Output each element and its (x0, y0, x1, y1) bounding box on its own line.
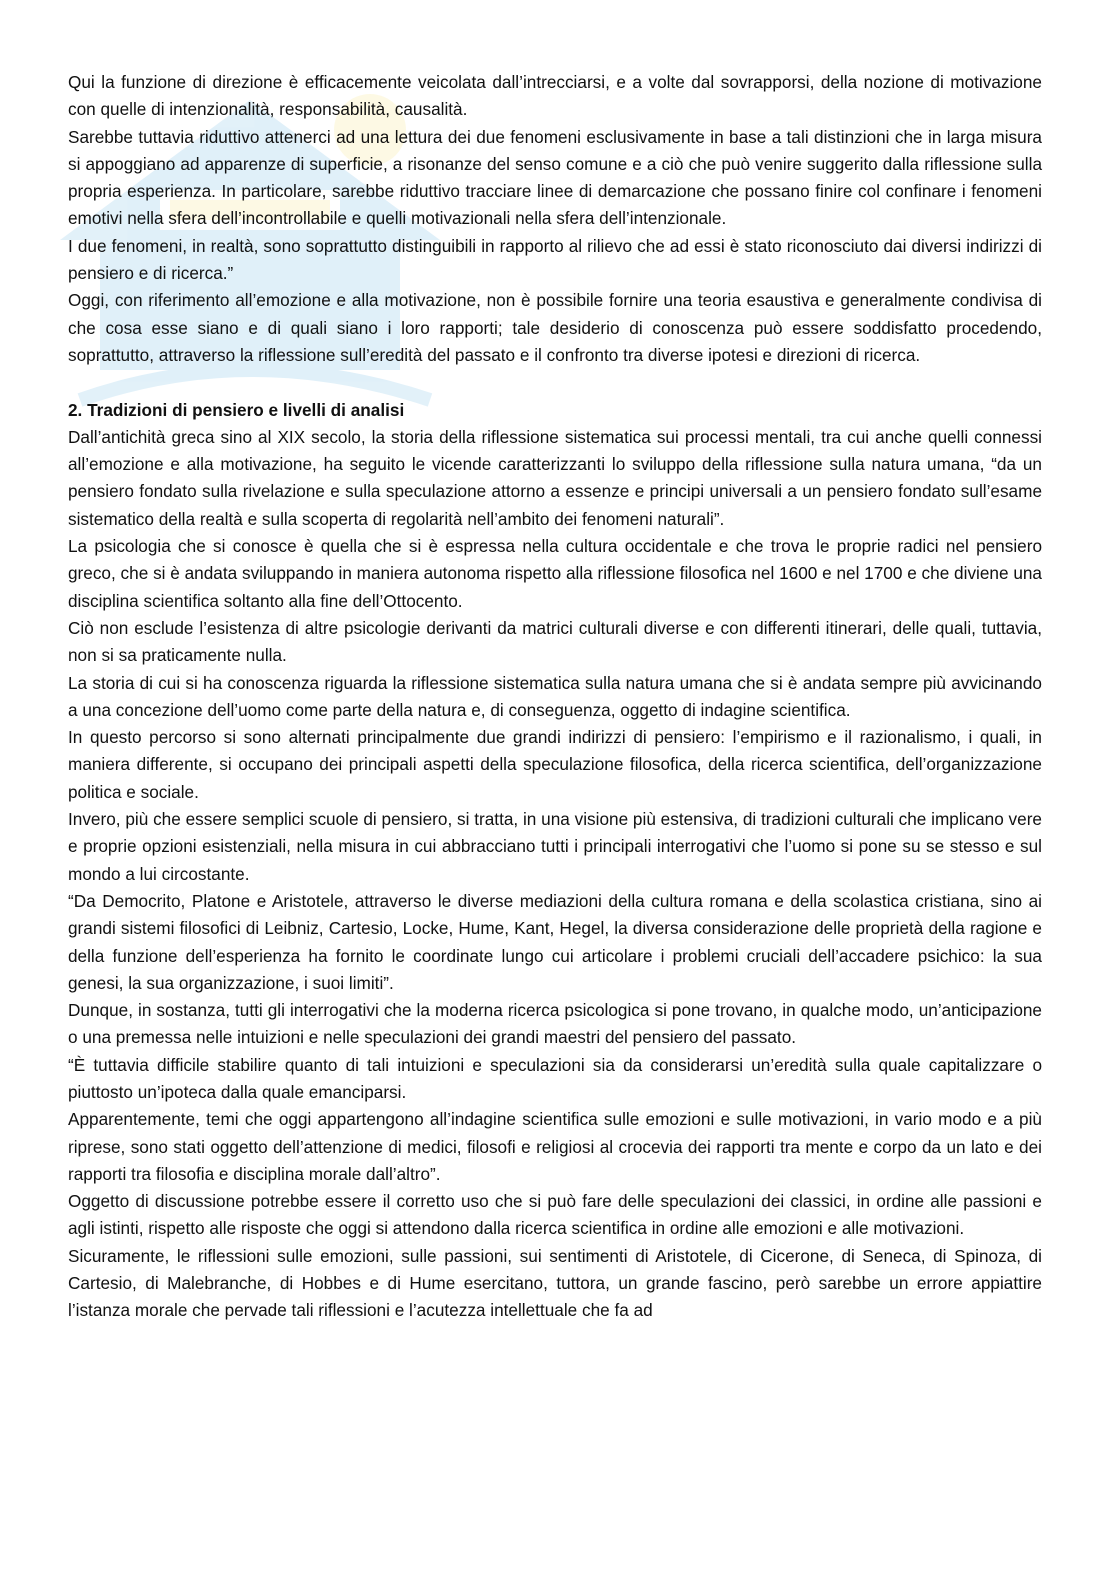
paragraph: I due fenomeni, in realtà, sono soprattutto distinguibili in rapporto al rilievo che ad essi è stato riconosciuto dai diversi indirizzi di pensiero e di ricerca.” (68, 235, 1042, 284)
paragraph: Sicuramente, le riflessioni sulle emozioni, sulle passioni, sui sentimenti di Aristotele, di Cicerone, di Seneca, di Spinoza, di Cartesio, di Malebranche, di Hobbes e di Hume esercitano, tuttora, un grande fascino, però sarebbe un errore appiattire l’istanza morale che pervade tali riflessioni e l’acutezza intellettuale che fa ad (68, 1245, 1042, 1321)
paragraph: In questo percorso si sono alternati principalmente due grandi indirizzi di pensiero: l’empirismo e il razionalismo, i quali, in maniera differente, si occupano dei principali aspetti della speculazione filosofica, della ricerca scientifica, dell’organizzazione politica e sociale. (68, 727, 1042, 802)
blank-line (68, 369, 1042, 396)
paragraph: Dall’antichità greca sino al XIX secolo, la storia della riflessione sistematica sui processi mentali, tra cui anche quelli connessi all’emozione e alla motivazione, ha seguito le vicende caratterizzanti lo sviluppo della riflessione sulla natura umana, “da un pensiero fondato sulla rivelazione e sulla speculazione attorno a essenze e principi universali a un pensiero fondato sull’esame sistematico della realtà e sulla scoperta di regolarità nell’ambito dei fenomeni naturali”. (68, 426, 1042, 529)
paragraph: La psicologia che si conosce è quella che si è espressa nella cultura occidentale e che trova le proprie radici nel pensiero greco, che si è andata sviluppando in maniera autonoma rispetto alla riflessione filosofica nel 1600 e nel 1700 e che diviene una disciplina scientifica soltanto alla fine dell’Ottocento. (68, 536, 1042, 611)
paragraph: Apparentemente, temi che oggi appartengono all’indagine scientifica sulle emozioni e sulle motivazioni, in vario modo e a più riprese, sono stati oggetto dell’attenzione di medici, filosofi e religiosi al crocevia dei rapporti tra mente e corpo da un lato e dei rapporti tra filosofia e disciplina morale dall’altro”. (68, 1109, 1042, 1184)
paragraph: “È tuttavia difficile stabilire quanto di tali intuizioni e speculazioni sia da considerarsi un’eredità sulla quale capitalizzare o piuttosto un’ipoteca dalla quale emanciparsi. (68, 1054, 1042, 1102)
paragraph: Qui la funzione di direzione è efficacemente veicolata dall’intrecciarsi, e a volte dal sovrapporsi, della nozione di motivazione con quelle di intenzionalità, responsabilità, causalità. (68, 72, 1042, 120)
paragraph: La storia di cui si ha conoscenza riguarda la riflessione sistematica sulla natura umana che si è andata sempre più avvicinando a una concezione dell’uomo come parte della natura e, di conseguenza, oggetto di indagine scientifica. (68, 672, 1042, 720)
paragraph: Dunque, in sostanza, tutti gli interrogativi che la moderna ricerca psicologica si pone trovano, in qualche modo, un’anticipazione o una premessa nelle intuizioni e nelle speculazioni dei grandi maestri del pensiero del passato. (68, 1000, 1042, 1048)
paragraph: “Da Democrito, Platone e Aristotele, attraverso le diverse mediazioni della cultura romana e della scolastica cristiana, sino ai grandi sistemi filosofici di Leibniz, Cartesio, Locke, Hume, Kant, Hegel, la diversa considerazione delle proprietà della ragione e della funzione dell’esperienza ha fornito le coordinate lungo cui articolare i problemi cruciali dell’accadere psichico: la sua genesi, la sua organizzazione, i suoi limiti”. (68, 890, 1042, 993)
paragraph: Invero, più che essere semplici scuole di pensiero, si tratta, in una visione più estensiva, di tradizioni culturali che implicano vere e proprie opzioni esistenziali, nella misura in cui abbracciano tutti i principali interrogativi che l’uomo si pone su se stesso e sul mondo a lui circostante. (68, 809, 1042, 884)
section-heading: 2. Tradizioni di pensiero e livelli di analisi (68, 399, 405, 420)
paragraph: Sarebbe tuttavia riduttivo attenerci ad una lettura dei due fenomeni esclusivamente in base a tali distinzioni che in larga misura si appoggiano ad apparenze di superficie, a risonanze del senso comune e a ciò che può venire suggerito dalla riflessione sulla propria esperienza. In particolare, sarebbe riduttivo tracciare linee di demarcazione che possano finire col confinare i fenomeni emotivi nella sfera dell’incontrollabile e quelli motivazionali nella sfera dell’intenzionale. (68, 126, 1042, 229)
paragraph: Oggetto di discussione potrebbe essere il corretto uso che si può fare delle speculazioni dei classici, in ordine alle passioni e agli istinti, rispetto alle risposte che oggi si attendono dalla ricerca scientifica in ordine alle emozioni e alle motivazioni. (68, 1191, 1042, 1239)
paragraph: Oggi, con riferimento all’emozione e alla motivazione, non è possibile fornire una teoria esaustiva e generalmente condivisa di che cosa esse siano e di quali siano i loro rapporti; tale desiderio di conoscenza può essere soddisfatto procedendo, soprattutto, attraverso la riflessione sull’eredità del passato e il confronto tra diverse ipotesi e direzioni di ricerca. (68, 290, 1042, 365)
paragraph: Ciò non esclude l’esistenza di altre psicologie derivanti da matrici culturali diverse e con differenti itinerari, delle quali, tuttavia, non si sa praticamente nulla. (68, 617, 1042, 666)
document-body (68, 69, 1042, 1325)
